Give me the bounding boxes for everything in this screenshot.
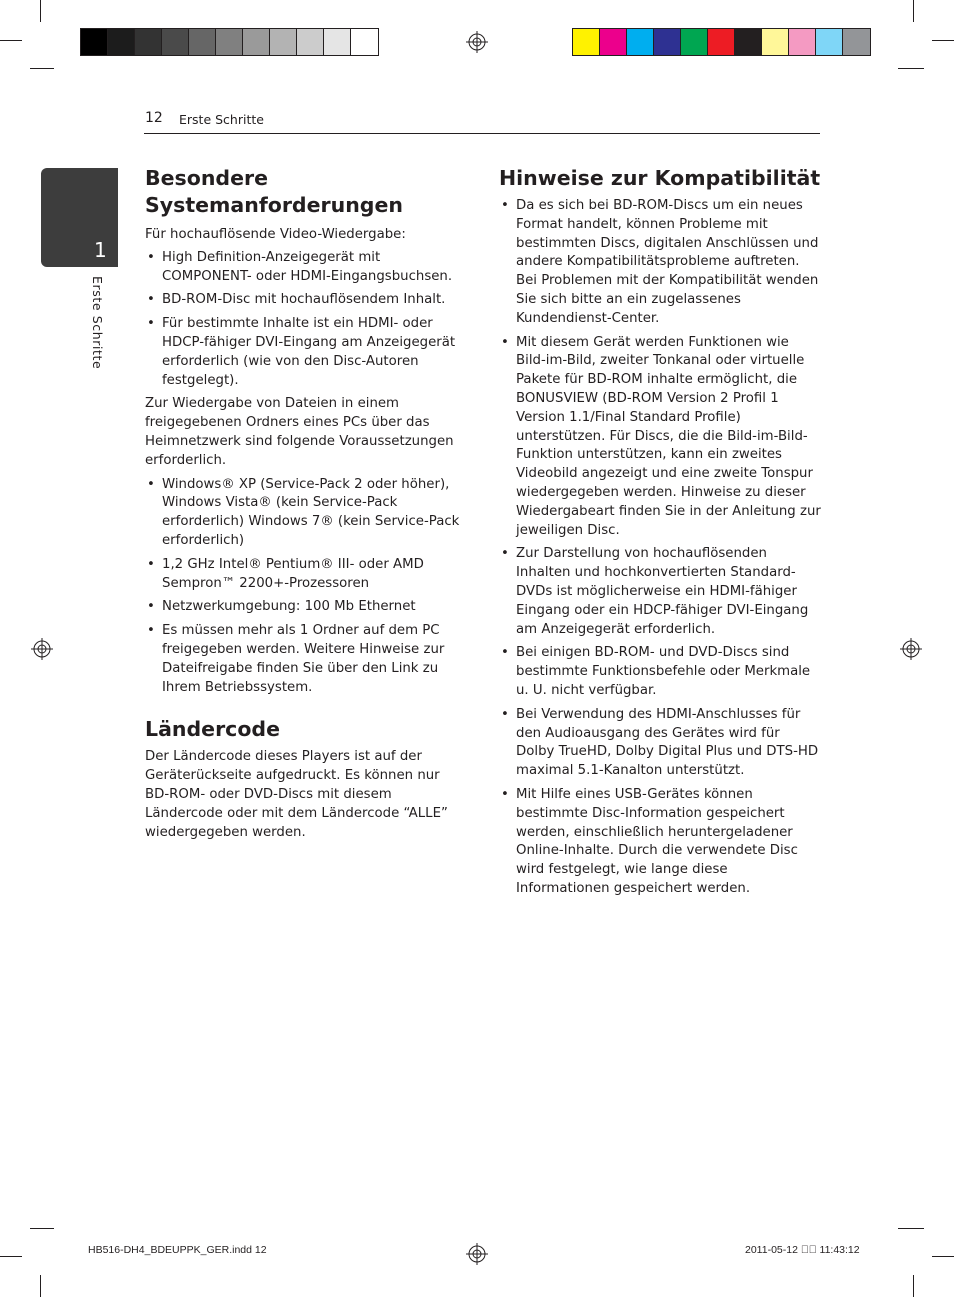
color-swatch [189,29,216,55]
list-item: • BD-ROM-Disc mit hochauflösendem Inhalt. [145,291,463,310]
registration-target-icon [466,1243,488,1265]
color-swatch [681,29,708,55]
process-color-bar [572,28,871,56]
paragraph: Für hochauflösende Video-Wiedergabe: [145,227,406,242]
color-swatch [216,29,243,55]
color-swatch [762,29,789,55]
color-swatch [108,29,135,55]
section-title-system-requirements: Besondere Systemanforderungen [145,166,403,217]
left-column [145,165,463,842]
list-item: • High Definition-Anzeigegerät mit COMPONENT- oder HDMI-Eingangsbuchsen. [145,249,463,287]
bullet-list [499,197,821,899]
running-title: Erste Schritte [179,112,264,127]
color-swatch [270,29,297,55]
color-swatch [351,29,378,55]
section-title-region-code: Ländercode [145,717,280,742]
registration-target-icon [31,638,53,660]
section-title-compatibility: Hinweise zur Kompatibilität [499,166,821,190]
color-swatch [81,29,108,55]
grayscale-color-bar [80,28,379,56]
registration-target-icon [466,31,488,53]
list-item: • Netzwerkumgebung: 100 Mb Ethernet [145,598,463,617]
list-item: • 1,2 GHz Intel® Pentium® III- oder AMD Sempron™ 2200+-Prozessoren [145,556,463,594]
color-swatch [324,29,351,55]
bullet-list [145,476,463,698]
registration-target-icon [900,638,922,660]
bullet-list [145,249,463,391]
color-swatch [135,29,162,55]
color-swatch [654,29,681,55]
list-item: • Windows® XP (Service-Pack 2 oder höher), Windows Vista® (kein Service-Pack erforderlich) Windows 7® (kein Service-Pack erforderlich) [145,476,463,551]
footer-file-info: HB516-DH4_BDEUPPK_GER.indd 12 [88,1244,267,1256]
header-rule [144,133,820,134]
color-swatch [816,29,843,55]
paragraph: Zur Wiedergabe von Dateien in einem freigegebenen Ordners eines PCs über das Heimnetzwerk sind folgende Voraussetzungen erforderlich. [145,396,454,468]
list-item: • Bei einigen BD-ROM- und DVD-Discs sind bestimmte Funktionsbefehle oder Merkmale u. U. nicht verfügbar. [499,644,821,700]
color-swatch [789,29,816,55]
list-item: • Bei Verwendung des HDMI-Anschlusses für den Audioausgang des Gerätes wird für Dolby TrueHD, Dolby Digital Plus und DTS-HD maximal 5.1-Kanalton unterstützt. [499,706,821,781]
color-swatch [708,29,735,55]
right-column [499,165,821,899]
color-swatch [627,29,654,55]
list-item: • Mit diesem Gerät werden Funktionen wie Bild-im-Bild, zweiter Tonkanal oder virtuelle Pakete für BD-ROM inhalte ermöglicht, die BONUSVIEW (BD-ROM Version 2 Profil 1 Version 1.1/Final Standard Profile) unterstützen. Für Discs, die die Bild-im-Bild-Funktion unterstützen, kann ein zweites Videobild angezeigt und eine zweite Tonspur wiedergegeben werden. Hinweise zu dieser Wiedergabeart finden Sie in der Anleitung zur jeweiligen Disc. [499,334,821,541]
color-swatch [573,29,600,55]
list-item: • Es müssen mehr als 1 Ordner auf dem PC freigegeben werden. Weitere Hinweise zur Dateifreigabe finden Sie über den Link zu Ihrem Betriebssystem. [145,622,463,697]
color-swatch [297,29,324,55]
color-swatch [162,29,189,55]
paragraph: Der Ländercode dieses Players ist auf der Geräterückseite aufgedruckt. Es können nur BD-ROM- oder DVD-Discs mit diesem Ländercode oder mit dem Ländercode “ALLE” wiedergegeben werden. [145,749,448,840]
color-swatch [600,29,627,55]
list-item: • Für bestimmte Inhalte ist ein HDMI- oder HDCP-fähiger DVI-Eingang am Anzeigegerät erforderlich (wie von den Disc-Autoren festgelegt). [145,315,463,390]
chapter-number: 1 [94,238,107,262]
list-item: • Zur Darstellung von hochauflösenden Inhalten und hochkonvertierten Standard-DVDs ist möglicherweise ein HDMI-fähiger Eingang oder ein HDCP-fähiger DVI-Eingang am Anzeigegerät erforderlich. [499,545,821,639]
color-swatch [735,29,762,55]
list-item: • Mit Hilfe eines USB-Gerätes können bestimmte Disc-Information gespeichert werden, einschließlich heruntergeladener Online-Inhalte. Durch die verwendete Disc wird festgelegt, wie lange diese Informationen gespeichert werden. [499,786,821,899]
list-item: • Da es sich bei BD-ROM-Discs um ein neues Format handelt, können Probleme mit bestimmten Discs, digitalen Anschlüssen und andere Kompatibilitätsprobleme auftreten. Bei Problemen mit der Kompatibilität wenden Sie sich bitte an ein zugelassenes Kundendienst-Center. [499,197,821,329]
color-swatch [843,29,870,55]
page-number: 12 [145,110,163,126]
footer-timestamp: 2011-05-12 ￿￿ 11:43:12 [745,1244,860,1256]
chapter-side-label: Erste Schritte [90,276,105,370]
color-swatch [243,29,270,55]
